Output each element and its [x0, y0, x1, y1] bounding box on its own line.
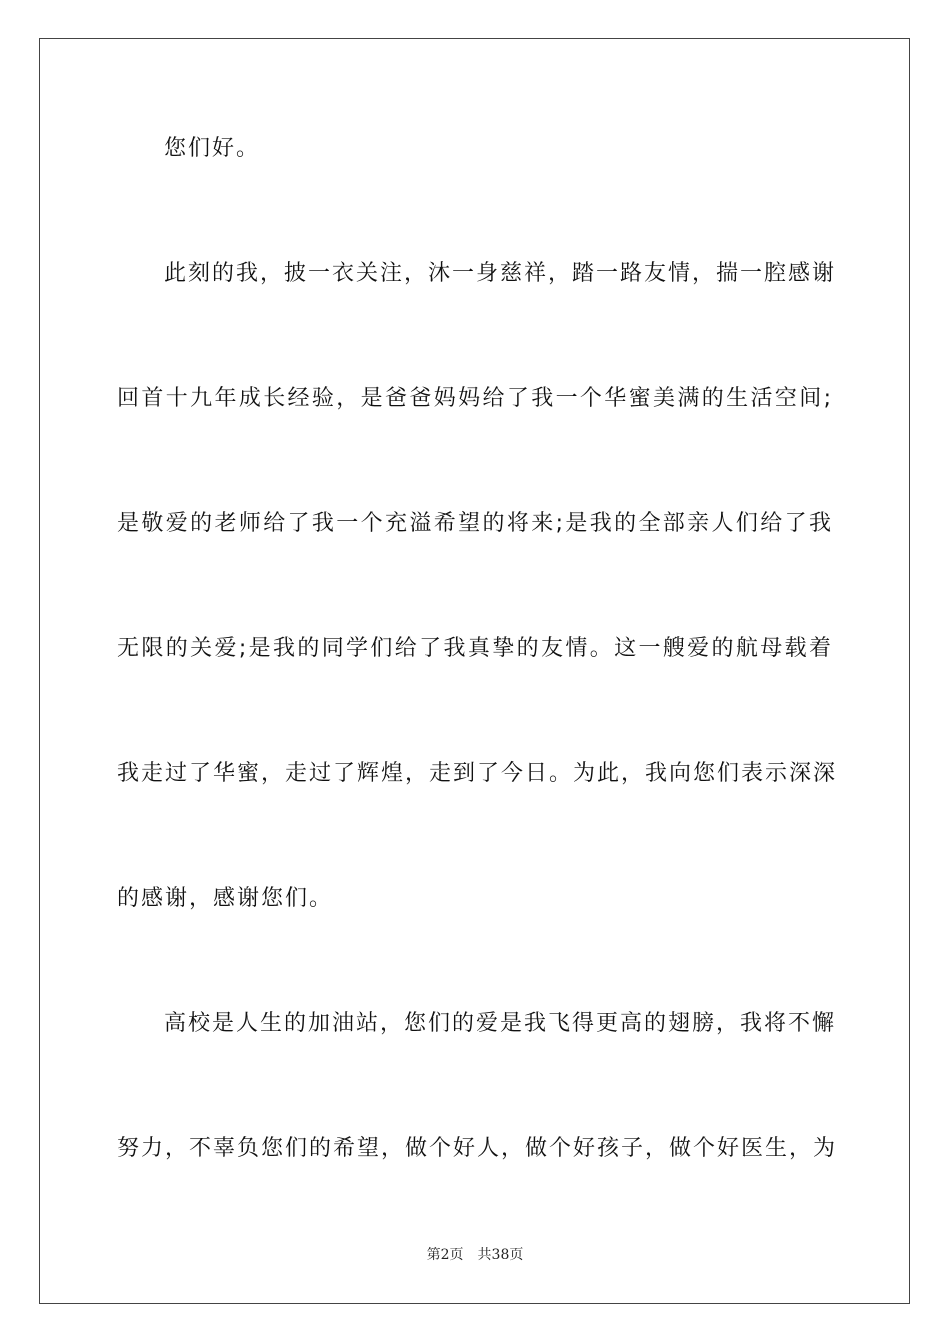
page-number: 第2页 — [426, 1247, 464, 1263]
body-line: 高校是人生的加油站，您们的爱是我飞得更高的翅膀，我将不懈 — [164, 1011, 837, 1036]
body-line: 您们好。 — [164, 136, 261, 161]
body-line: 我走过了华蜜，走过了辉煌，走到了今日。为此，我向您们表示深深 — [117, 761, 838, 786]
page-total: 共38页 — [477, 1247, 524, 1263]
body-line: 回首十九年成长经验，是爸爸妈妈给了我一个华蜜美满的生活空间; — [117, 386, 833, 411]
body-line: 的感谢，感谢您们。 — [117, 886, 334, 911]
body-line: 无限的关爱;是我的同学们给了我真挚的友情。这一艘爱的航母载着 — [117, 636, 833, 661]
page-footer — [0, 1245, 950, 1265]
body-line: 是敬爱的老师给了我一个充溢希望的将来;是我的全部亲人们给了我 — [117, 511, 833, 536]
page-border — [39, 38, 910, 1304]
body-line: 努力，不辜负您们的希望，做个好人，做个好孩子，做个好医生，为 — [117, 1136, 838, 1161]
body-line: 此刻的我，披一衣关注，沐一身慈祥，踏一路友情，揣一腔感谢 — [164, 261, 837, 286]
